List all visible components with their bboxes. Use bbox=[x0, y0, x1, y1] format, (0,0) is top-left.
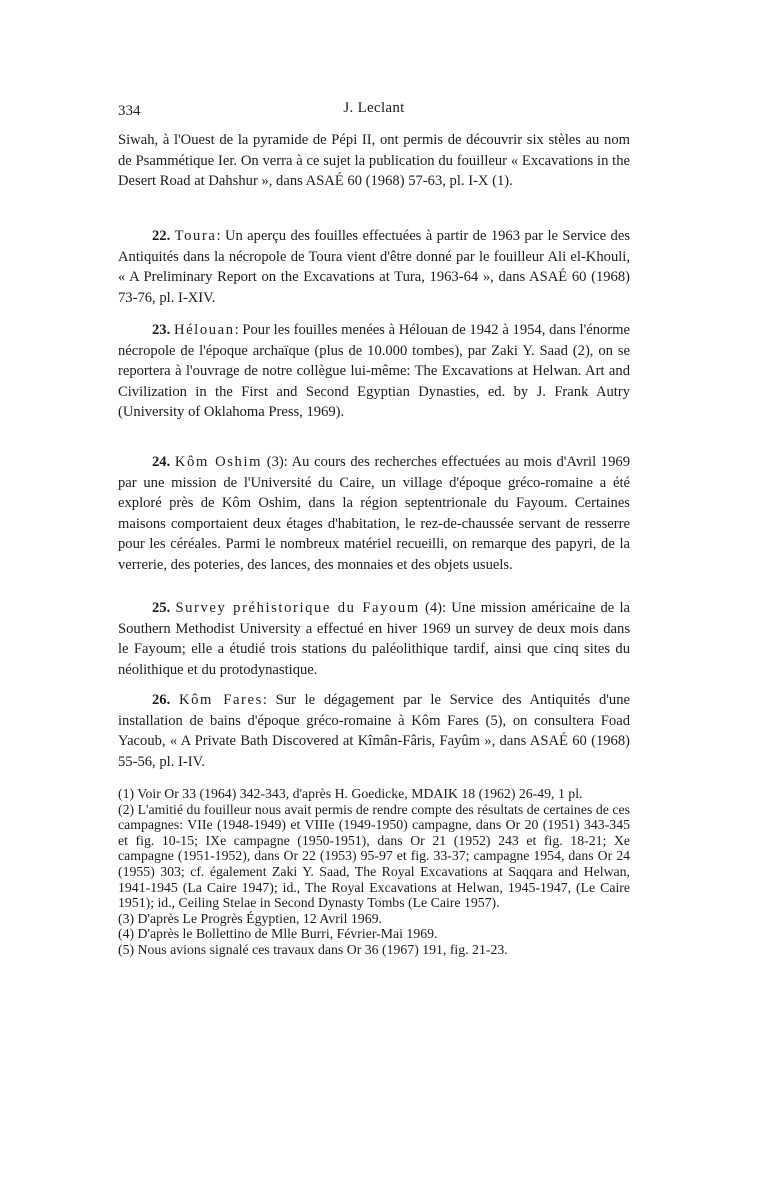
footnote-text: D'après Le Progrès Égyptien, 12 Avril 1969. bbox=[137, 910, 382, 926]
section-25 bbox=[118, 598, 630, 680]
section-22 bbox=[118, 226, 630, 308]
section-site: Hélouan bbox=[173, 322, 235, 338]
footnote-5 bbox=[118, 942, 630, 958]
footnote-text: Voir Or 33 (1964) 342-343, d'après H. Goedicke, MDAIK 18 (1962) 26-49, 1 pl. bbox=[137, 786, 583, 801]
footnote-3 bbox=[118, 911, 630, 927]
footnote-4 bbox=[118, 926, 630, 942]
running-head: J. Leclant bbox=[343, 100, 405, 116]
footnote-text: L'amitié du fouilleur nous avait permis de rendre compte des résultats de certaines de ces campagnes: VIIe (1948-1949) et VIIIe (1949-1950) campagne, dans Or 20 (1951) 343-345 et fig. 10-15; IXe campagne (1950-1951), dans Or 21 (1952) 243 et fig. 18-21; Xe campagne (1951-1952), dans Or 22 (1953) 95-97 et fig. 33-37; campagne 1954, dans Or 24 (1955) 303; cf. également Zaki Y. Saad, The Royal Excavations at Saqqara and Helwan, 1941-1945 (La Caire 1947); id., The Royal Excavations at Helwan, 1945-1947, (Le Caire 1951); id., Ceiling Stelae in Second Dynasty Tombs (Le Caire 1957). bbox=[118, 801, 630, 911]
section-text: (4): Une mission américaine de la Southern Methodist University a effectué en hiver 1969 un survey de deux mois dans le Fayoum; elle a étudié trois stations du paléolithique tardif, ainsi que cinq sites du néolithique et du protodynastique. bbox=[118, 600, 630, 678]
section-text: (3): Au cours des recherches effectuées au mois d'Avril 1969 par une mission de l'Université du Caire, un village d'époque gréco-romaine a été exploré près de Kôm Oshim, dans la région septentrionale du Fayoum. Certaines maisons comportaient deux étages d'habitation, le rez-de-chaussée servant de resserre pour les céréales. Parmi le nombreux matériel recueilli, on remarque des papyri, de la verrerie, des poteries, des lances, des monnaies et des objets usuels. bbox=[118, 454, 630, 573]
footnote-mark: (5) bbox=[118, 941, 135, 957]
section-site: Toura bbox=[174, 228, 217, 244]
section-number: 26. bbox=[152, 692, 171, 708]
page-header bbox=[118, 100, 630, 125]
section-text: : Sur le dégagement par le Service des Antiquités d'une installation de bains d'époque gréco-romaine à Kôm Fares (5), on consultera Foad Yacoub, « A Private Bath Discovered at Kîmân-Fâris, Fayûm », dans ASAÉ 60 (1968) 55-56, pl. I-IV. bbox=[118, 692, 630, 770]
section-number: 24. bbox=[152, 454, 171, 470]
section-text: : Un aperçu des fouilles effectuées à partir de 1963 par le Service des Antiquités dans la nécropole de Toura vient d'être donné par le fouilleur Ali el-Khouli, « A Preliminary Report on the Excavations at Tura, 1963-64 », dans ASAÉ 60 (1968) 73-76, pl. I-XIV. bbox=[118, 228, 630, 306]
footnote-1 bbox=[118, 786, 630, 802]
page-number: 334 bbox=[118, 103, 141, 119]
section-number: 22. bbox=[152, 228, 171, 244]
section-23 bbox=[118, 320, 630, 423]
section-24 bbox=[118, 452, 630, 576]
footnote-mark: (2) bbox=[118, 801, 135, 817]
footnote-2 bbox=[118, 802, 630, 911]
section-26 bbox=[118, 690, 630, 772]
section-site: Survey préhistorique du Fayoum bbox=[175, 600, 420, 616]
section-site: Kôm Oshim bbox=[174, 454, 263, 470]
footnote-text: D'après le Bollettino de Mlle Burri, Février-Mai 1969. bbox=[137, 926, 438, 942]
section-number: 25. bbox=[152, 600, 171, 616]
paragraph-continuation bbox=[118, 130, 630, 192]
section-site: Kôm Fares bbox=[178, 692, 263, 708]
paragraph-text: Siwah, à l'Ouest de la pyramide de Pépi II, ont permis de découvrir six stèles au nom de Psammétique Ier. On verra à ce sujet la publication du fouilleur « Excavations in the Desert Road at Dahshur », dans ASAÉ 60 (1968) 57-63, pl. I-X (1). bbox=[118, 132, 630, 190]
footnote-text: Nous avions signalé ces travaux dans Or 36 (1967) 191, fig. 21-23. bbox=[137, 941, 508, 957]
section-number: 23. bbox=[152, 322, 171, 338]
footnote-mark: (1) bbox=[118, 786, 135, 801]
section-text: : Pour les fouilles menées à Hélouan de 1942 à 1954, dans l'énorme nécropole de l'époque archaïque (plus de 10.000 tombes), par Zaki Y. Saad (2), on se reportera à l'ouvrage de notre collègue lui-même: The Excavations at Helwan. Art and Civilization in the First and Second Egyptian Dynasties, ed. by J. Frank Autry (University of Oklahoma Press, 1969). bbox=[118, 322, 630, 421]
footnote-mark: (4) bbox=[118, 926, 135, 942]
footnotes bbox=[118, 786, 630, 958]
footnote-mark: (3) bbox=[118, 910, 135, 926]
